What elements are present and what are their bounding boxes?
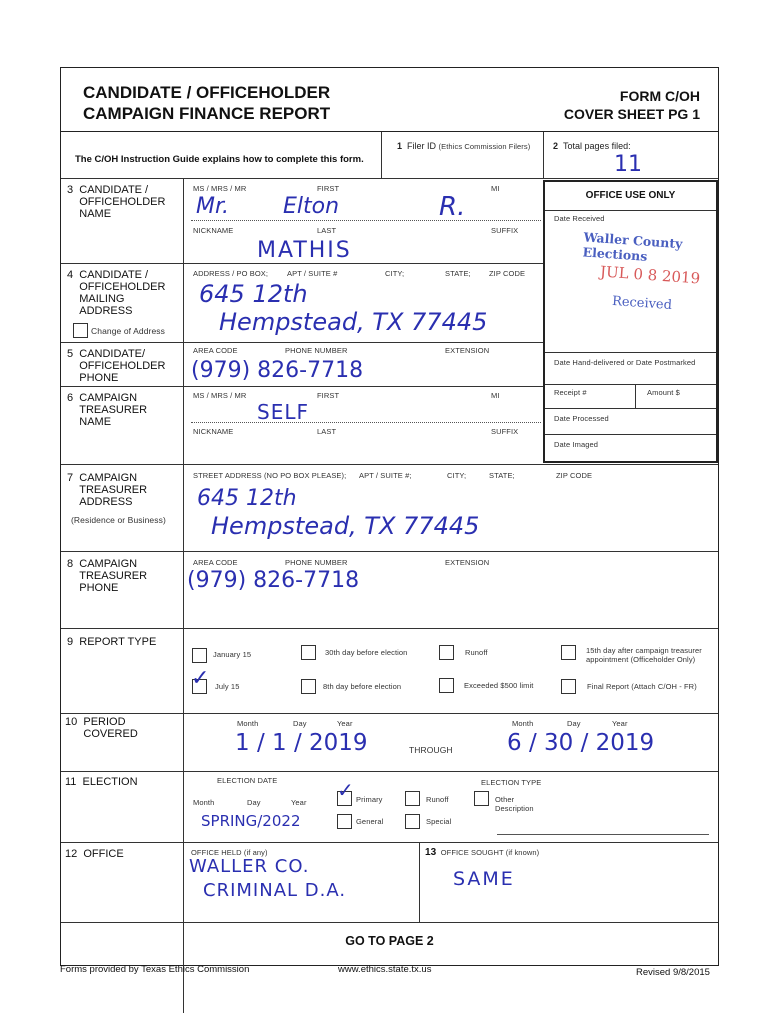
address-label: ADDRESS / PO BOX; [193,269,269,278]
treasurer-phone-label: PHONE NUMBER [285,558,348,567]
section-8-title: CAMPAIGN TREASURER PHONE [79,558,148,594]
period-to[interactable]: 6 / 30 / 2019 [507,730,655,756]
divider [61,922,718,923]
section-5-num: 5 [67,348,74,360]
section-11-label [65,776,138,788]
election-date-value[interactable]: SPRING/2022 [201,812,301,830]
extension-label: EXTENSION [445,346,490,355]
sheet-label: COVER SHEET PG 1 [563,106,700,122]
from-year-label: Year [337,719,353,728]
office-held-label: OFFICE HELD (if any) [191,848,268,857]
divider [61,713,718,714]
candidate-title[interactable]: Mr. [196,194,229,219]
election-runoff-checkbox[interactable] [405,791,420,806]
treasurer-state-label: STATE; [489,471,515,480]
section-7-sub: (Residence or Business) [71,515,166,525]
runoff-report-label: Runoff [465,648,488,657]
january-15-checkbox[interactable] [192,648,207,663]
exceeded-label: Exceeded $500 limit [464,681,534,690]
section-7-num: 7 [67,472,74,484]
from-day-label: Day [293,719,307,728]
treasurer-ms-label: MS / MRS / MR [193,391,247,400]
stamp-received: Received [611,293,673,314]
zip-label: ZIP CODE [489,269,526,278]
to-month-label: Month [512,719,534,728]
section-6-label [67,392,177,428]
section-9-title: REPORT TYPE [79,636,157,648]
period-from[interactable]: 1 / 1 / 2019 [235,730,368,756]
divider [545,408,716,409]
day15-checkbox[interactable] [561,645,576,660]
candidate-first-name[interactable]: Elton [283,194,340,219]
divider [381,132,382,178]
treasurer-mi-label: MI [491,391,500,400]
filer-id-text: Filer ID [407,141,437,151]
section-13-num: 13 [425,847,437,858]
divider [545,384,716,385]
from-month-label: Month [237,719,259,728]
phone-number-label: PHONE NUMBER [285,346,348,355]
through-label: THROUGH [409,745,453,755]
section-7-label [67,472,177,508]
treasurer-address-line-1[interactable]: 645 12th [197,486,297,511]
section-10-num: 10 [65,716,78,728]
january-15-label: January 15 [213,650,252,659]
candidate-last-name[interactable]: MATHIS [257,238,352,263]
filer-id-label [397,141,530,151]
divider [61,842,718,843]
election-runoff-label: Runoff [426,795,449,804]
nickname-label: NICKNAME [193,226,234,235]
stamp-county: Waller County Elections [582,229,683,264]
form-id: FORM C/OH [619,88,700,104]
imaged-label: Date Imaged [554,440,599,449]
filer-id-num: 1 [397,141,403,151]
divider [61,771,718,772]
election-type-label: ELECTION TYPE [481,778,542,787]
other-label: Other Description [495,795,534,813]
other-description-line [497,834,709,835]
divider [635,384,636,408]
general-label: General [356,817,384,826]
section-3-num: 3 [67,184,74,196]
treasurer-zip-label: ZIP CODE [556,471,593,480]
street-label: STREET ADDRESS (NO PO BOX PLEASE); [193,471,347,480]
row-divider [61,178,718,179]
divider [545,434,716,435]
hand-delivered-label: Date Hand-delivered or Date Postmarked [554,358,696,367]
treasurer-ext-label: EXTENSION [445,558,490,567]
section-12-num: 12 [65,848,78,860]
receipt-label: Receipt # [554,388,587,397]
treasurer-last-label: LAST [317,427,337,436]
office-use-title: OFFICE USE ONLY [545,182,716,211]
section-12-title: OFFICE [83,848,124,860]
total-pages-text: Total pages filed: [563,141,631,151]
divider [419,842,420,922]
section-3-title: CANDIDATE / OFFICEHOLDER NAME [79,184,166,220]
divider [191,422,541,423]
day8-checkbox[interactable] [301,679,316,694]
ms-label: MS / MRS / MR [193,184,247,193]
special-label: Special [426,817,452,826]
suffix-label: SUFFIX [491,226,519,235]
election-date-label: ELECTION DATE [217,776,278,785]
amount-label: Amount $ [647,388,680,397]
title-divider [61,131,718,132]
july-15-checkmark: ✓ [191,666,210,691]
divider [61,342,543,343]
title-line-1: CANDIDATE / OFFICEHOLDER [83,83,331,102]
treasurer-first-label: FIRST [317,391,340,400]
section-11-num: 11 [65,776,77,788]
date-received-label: Date Received [554,214,605,223]
candidate-mi[interactable]: R. [439,192,466,222]
divider [61,263,543,264]
change-of-address-label: Change of Address [91,326,165,336]
exceeded-checkbox[interactable] [439,678,454,693]
treasurer-phone[interactable]: (979) 826-7718 [187,568,360,593]
office-sought-label [425,847,539,858]
day8-label: 8th day before election [323,682,402,691]
divider [61,464,718,465]
office-sought-value[interactable]: SAME [453,868,515,890]
election-day-label: Day [247,798,261,807]
change-of-address-checkbox[interactable] [73,323,88,338]
divider [61,628,718,629]
section-9-label [67,636,156,648]
divider [61,386,543,387]
treasurer-first-name[interactable]: SELF [257,400,309,424]
election-month-label: Month [193,798,215,807]
candidate-address-line-2[interactable]: Hempstead, TX 77445 [219,308,488,336]
section-7-title: CAMPAIGN TREASURER ADDRESS [79,472,148,508]
section-10-label [65,716,175,740]
instructions-text: The C/OH Instruction Guide explains how to complete this form. [75,154,364,165]
section-11-title: ELECTION [82,776,138,788]
july-15-label: July 15 [215,682,240,691]
stamp-date: JUL 0 8 2019 [599,262,701,288]
mi-label: MI [491,184,500,193]
day15-label: 15th day after campaign treasurer appointment (Officeholder Only) [586,646,702,664]
divider [61,551,718,552]
section-10-title: PERIOD COVERED [83,716,138,740]
general-checkbox[interactable] [337,814,352,829]
filer-id-sub: (Ethics Commission Filers) [438,142,531,151]
section-9-num: 9 [67,636,74,648]
footer-left: Forms provided by Texas Ethics Commission [60,964,250,975]
section-4-num: 4 [67,269,74,281]
filer-id-input[interactable] [387,156,537,174]
state-label: STATE; [445,269,471,278]
area-code-label: AREA CODE [193,346,238,355]
footer-url[interactable]: www.ethics.state.tx.us [338,964,432,975]
treasurer-area-label: AREA CODE [193,558,238,567]
last-label: LAST [317,226,337,235]
office-use-box [543,180,718,463]
primary-label: Primary [356,795,383,804]
total-pages-value[interactable]: 11 [614,152,642,177]
form-title [83,82,330,124]
treasurer-apt-label: APT / SUITE #; [359,471,412,480]
total-pages-label [553,141,631,151]
section-8-num: 8 [67,558,74,570]
special-checkbox[interactable] [405,814,420,829]
first-label: FIRST [317,184,340,193]
section-6-title: CAMPAIGN TREASURER NAME [79,392,148,428]
election-year-label: Year [291,798,307,807]
section-3-label [67,184,177,220]
to-year-label: Year [612,719,628,728]
section-13-title: OFFICE SOUGHT (if known) [440,848,540,857]
city-label: CITY; [385,269,405,278]
total-pages-num: 2 [553,141,559,151]
processed-label: Date Processed [554,414,609,423]
section-6-num: 6 [67,392,74,404]
section-5-title: CANDIDATE/ OFFICEHOLDER PHONE [79,348,166,384]
office-held-line-2[interactable]: CRIMINAL D.A. [203,880,347,901]
cover-sheet-form [60,67,719,966]
final-report-label: Final Report (Attach C/OH - FR) [587,682,697,691]
day30-label: 30th day before election [325,648,408,657]
office-held-line-1[interactable]: WALLER CO. [189,856,310,877]
left-column-divider [183,178,184,1013]
footer-revised: Revised 9/8/2015 [636,967,710,978]
to-day-label: Day [567,719,581,728]
candidate-phone[interactable]: (979) 826-7718 [191,358,364,383]
form-id-block [564,87,700,123]
title-line-2: CAMPAIGN FINANCE REPORT [83,104,331,123]
section-12-label [65,848,124,860]
section-4-label [67,269,177,317]
go-to-page-2: GO TO PAGE 2 [345,934,434,948]
treasurer-suffix-label: SUFFIX [491,427,519,436]
section-4-title: CANDIDATE / OFFICEHOLDER MAILING ADDRESS [79,269,166,317]
section-8-label [67,558,177,594]
treasurer-city-label: CITY; [447,471,467,480]
other-checkbox[interactable] [474,791,489,806]
treasurer-address-line-2[interactable]: Hempstead, TX 77445 [211,512,480,540]
section-5-label [67,348,177,384]
apt-label: APT / SUITE # [287,269,338,278]
divider [543,132,544,178]
divider [545,352,716,353]
divider [191,220,541,221]
candidate-address-line-1[interactable]: 645 12th [199,280,308,308]
runoff-report-checkbox[interactable] [439,645,454,660]
final-report-checkbox[interactable] [561,679,576,694]
treasurer-nickname-label: NICKNAME [193,427,234,436]
day30-checkbox[interactable] [301,645,316,660]
primary-checkmark: ✓ [337,778,354,802]
